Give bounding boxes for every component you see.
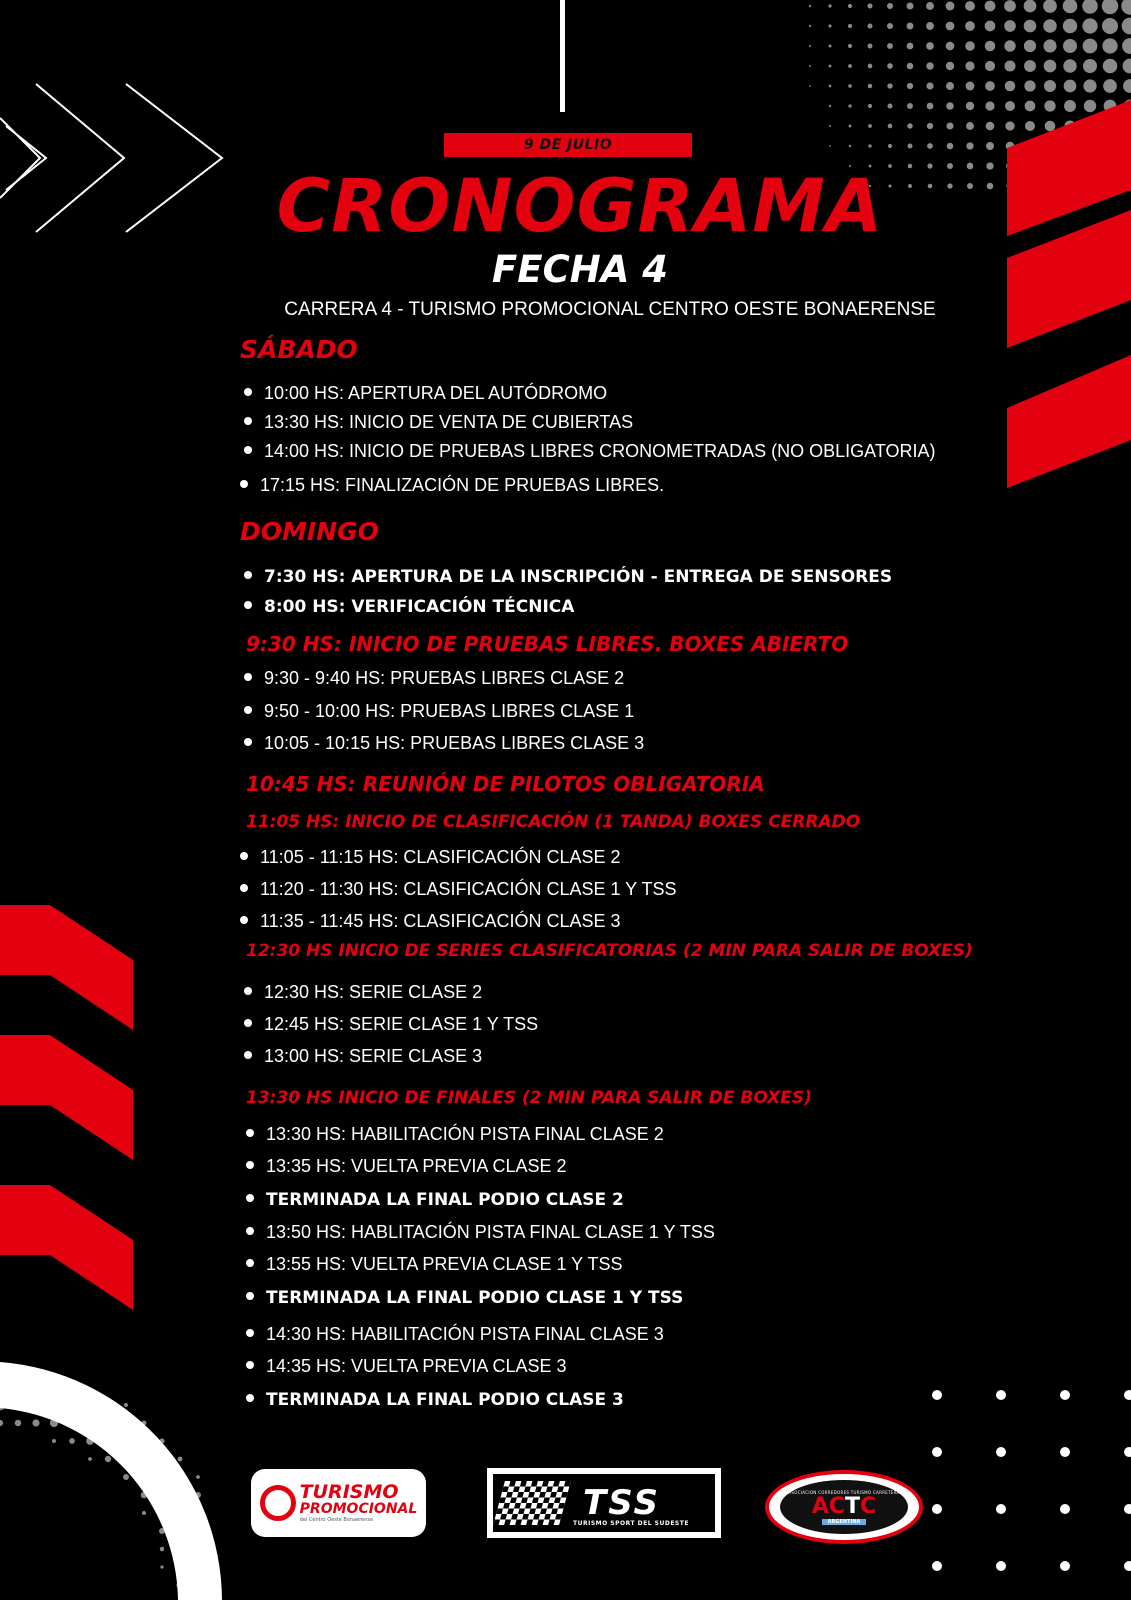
- halftone-dot: [987, 183, 994, 190]
- list-item: TERMINADA LA FINAL PODIO CLASE 1 Y TSS: [246, 1286, 683, 1310]
- halftone-dot: [907, 63, 914, 70]
- halftone-dot: [926, 82, 933, 89]
- halftone-dot: [867, 3, 872, 8]
- red-chevrons-right-icon: [1007, 100, 1131, 488]
- halftone-dot: [1043, 19, 1056, 32]
- halftone-dot: [1024, 60, 1036, 72]
- halftone-dot: [1121, 0, 1131, 15]
- halftone-dot: [966, 82, 975, 91]
- logo-text: PROMOCIONAL: [299, 1501, 418, 1517]
- halftone-dot: [985, 1, 996, 12]
- halftone-dot: [887, 63, 893, 69]
- grid-dot: [1124, 1561, 1131, 1571]
- halftone-dot: [946, 62, 954, 70]
- halftone-dot: [887, 83, 892, 88]
- halftone-dot: [1103, 79, 1117, 93]
- halftone-dot: [926, 22, 934, 30]
- halftone-dot: [809, 45, 811, 47]
- halftone-dot: [196, 1475, 200, 1479]
- halftone-dot: [1103, 59, 1118, 74]
- halftone-dot: [1004, 0, 1016, 12]
- logo-text: del Centro Oeste Bonaerense: [299, 1517, 374, 1523]
- grid-dot: [1124, 1390, 1131, 1400]
- halftone-dot: [966, 142, 973, 149]
- halftone-dot: [1082, 0, 1098, 14]
- race-description: CARRERA 4 - TURISMO PROMOCIONAL CENTRO OESTE BONAERENSE: [284, 299, 936, 320]
- halftone-dot: [848, 64, 852, 68]
- halftone-dot: [829, 105, 831, 107]
- halftone-dot: [828, 4, 831, 7]
- white-dot-grid: [932, 1390, 1131, 1600]
- halftone-dot: [1044, 80, 1056, 92]
- halftone-dot: [985, 41, 995, 51]
- section-heading-meeting: 10:45 HS: REUNIÓN DE PILOTOS OBLIGATORIA: [246, 772, 765, 796]
- halftone-dot: [1102, 0, 1118, 14]
- halftone-dot: [907, 83, 913, 89]
- halftone-dot: [965, 41, 975, 51]
- halftone-dot: [868, 144, 871, 147]
- halftone-dot: [946, 82, 954, 90]
- list-item: 13:30 HS: HABILITACIÓN PISTA FINAL CLASE 2: [246, 1122, 664, 1146]
- halftone-dot: [848, 104, 851, 107]
- halftone-dot: [985, 101, 994, 110]
- halftone-dot: [1043, 0, 1057, 13]
- halftone-dot: [1083, 39, 1098, 54]
- list-item: 9:50 - 10:00 HS: PRUEBAS LIBRES CLASE 1: [244, 699, 634, 723]
- halftone-dot: [1083, 59, 1097, 73]
- grid-dot: [1124, 1447, 1131, 1457]
- grid-dot: [932, 1390, 942, 1400]
- section-heading-practice: 9:30 HS: INICIO DE PRUEBAS LIBRES. BOXES ABIERTO: [246, 632, 849, 656]
- halftone-dot: [123, 1474, 129, 1480]
- halftone-dot: [907, 123, 912, 128]
- halftone-dot: [868, 64, 873, 69]
- halftone-dot: [985, 61, 995, 71]
- halftone-dot: [926, 42, 934, 50]
- halftone-dot: [1024, 40, 1036, 52]
- grid-dot: [1060, 1504, 1070, 1514]
- logo-text: ACTC: [811, 1493, 877, 1519]
- halftone-dot: [1024, 0, 1037, 12]
- halftone-dot: [946, 2, 955, 11]
- grid-dot: [996, 1390, 1006, 1400]
- logo-text: ARGENTINA: [822, 1519, 867, 1525]
- halftone-dot: [1005, 121, 1014, 130]
- halftone-dot: [907, 103, 913, 109]
- halftone-dot: [927, 103, 934, 110]
- outline-chevrons-icon: [0, 84, 222, 232]
- halftone-dot: [1064, 100, 1076, 112]
- halftone-dot: [867, 23, 872, 28]
- halftone-dot: [1004, 40, 1015, 51]
- grid-dot: [996, 1504, 1006, 1514]
- halftone-dot: [1083, 79, 1096, 92]
- halftone-dot: [926, 62, 933, 69]
- list-item: 13:50 HS: HABLITACIÓN PISTA FINAL CLASE 1 Y TSS: [246, 1220, 715, 1244]
- list-item: 14:35 HS: VUELTA PREVIA CLASE 3: [246, 1354, 566, 1378]
- halftone-dot: [868, 124, 872, 128]
- halftone-dot: [1102, 18, 1118, 34]
- logo-text: ASOCIACION CORREDORES TURISMO CARRETERA: [788, 1489, 900, 1495]
- saturday-heading: SÁBADO: [240, 335, 358, 364]
- halftone-dot: [907, 23, 914, 30]
- halftone-dot: [829, 145, 831, 147]
- halftone-dot: [888, 124, 893, 129]
- halftone-dot: [985, 81, 995, 91]
- halftone-dot: [966, 102, 974, 110]
- halftone-dot: [887, 103, 892, 108]
- halftone-dot: [1004, 20, 1016, 32]
- halftone-dot: [1024, 20, 1037, 33]
- halftone-dot: [178, 1457, 183, 1462]
- section-heading-series: 12:30 HS INICIO DE SERIES CLASIFICATORIAS (2 MIN PARA SALIR DE BOXES): [246, 941, 973, 961]
- grid-dot: [932, 1561, 942, 1571]
- halftone-dot: [124, 1403, 128, 1407]
- halftone-dot: [1043, 39, 1056, 52]
- halftone-dot: [69, 1438, 75, 1444]
- list-item: 11:20 - 11:30 HS: CLASIFICACIÓN CLASE 1 Y TSS: [240, 877, 677, 901]
- top-vertical-line: [560, 0, 565, 112]
- page-subtitle: FECHA 4: [492, 248, 668, 291]
- halftone-dot: [142, 1511, 146, 1515]
- halftone-dot: [32, 1419, 39, 1426]
- halftone-dot: [1045, 121, 1056, 132]
- halftone-dot: [926, 2, 934, 10]
- white-arc: [0, 1362, 222, 1600]
- section-heading-finals: 13:30 HS INICIO DE FINALES (2 MIN PARA SALIR DE BOXES): [246, 1088, 812, 1108]
- halftone-dot: [160, 1547, 164, 1551]
- halftone-dot: [1024, 80, 1035, 91]
- halftone-dot: [848, 84, 852, 88]
- halftone-dot: [829, 125, 831, 127]
- list-item: 8:00 HS: VERIFICACIÓN TÉCNICA: [244, 595, 574, 619]
- halftone-dot: [1064, 80, 1077, 93]
- halftone-dot: [1005, 81, 1016, 92]
- halftone-dot: [1025, 101, 1036, 112]
- halftone-dot: [849, 145, 851, 147]
- logo-text: TURISMO SPORT DEL SUDESTE: [573, 1520, 689, 1527]
- halftone-dot: [828, 24, 831, 27]
- list-item: 10:00 HS: APERTURA DEL AUTÓDROMO: [244, 381, 607, 405]
- halftone-dot: [1044, 100, 1055, 111]
- red-chevrons-left-icon: [0, 905, 133, 1310]
- halftone-dot: [1082, 18, 1097, 33]
- halftone-dot: [1063, 0, 1078, 13]
- list-item: 9:30 - 9:40 HS: PRUEBAS LIBRES CLASE 2: [244, 666, 624, 690]
- halftone-dot: [0, 1420, 3, 1426]
- tss-logo: [487, 1468, 721, 1538]
- halftone-dot: [868, 44, 873, 49]
- halftone-dot: [1044, 60, 1057, 73]
- sunday-heading: DOMINGO: [240, 517, 379, 546]
- halftone-dot: [946, 22, 955, 31]
- list-item: 11:35 - 11:45 HS: CLASIFICACIÓN CLASE 3: [240, 909, 620, 933]
- list-item: 7:30 HS: APERTURA DE LA INSCRIPCIÓN - ENTREGA DE SENSORES: [244, 565, 892, 589]
- halftone-dot: [965, 61, 974, 70]
- halftone-dot: [1122, 18, 1131, 35]
- checkered-flag-icon: [493, 1481, 571, 1525]
- halftone-dot: [1025, 121, 1035, 131]
- halftone-dot: [965, 1, 975, 11]
- turismo-promocional-logo: [251, 1469, 426, 1537]
- halftone-dot: [927, 143, 933, 149]
- halftone-dot: [986, 142, 994, 150]
- halftone-dot: [809, 25, 811, 27]
- halftone-dot: [88, 1457, 92, 1461]
- list-item: 13:55 HS: VUELTA PREVIA CLASE 1 Y TSS: [246, 1252, 623, 1276]
- steering-wheel-icon: [260, 1485, 296, 1521]
- grid-dot: [932, 1447, 942, 1457]
- halftone-dot: [965, 21, 975, 31]
- halftone-dot: [1063, 59, 1076, 72]
- halftone-dot: [887, 23, 893, 29]
- halftone-dot: [986, 122, 995, 131]
- halftone-dot: [1122, 38, 1131, 54]
- halftone-dot: [848, 24, 852, 28]
- list-item: 13:30 HS: INICIO DE VENTA DE CUBIERTAS: [244, 410, 633, 434]
- halftone-dot: [986, 162, 993, 169]
- list-item: 14:00 HS: INICIO DE PRUEBAS LIBRES CRONOMETRADAS (NO OBLIGATORIA): [244, 439, 935, 463]
- grid-dot: [996, 1561, 1006, 1571]
- halftone-dot: [829, 85, 832, 88]
- halftone-dot: [829, 65, 832, 68]
- halftone-dot: [809, 5, 811, 7]
- halftone-dot: [868, 104, 872, 108]
- halftone-dot: [908, 144, 913, 149]
- halftone-dot: [946, 102, 954, 110]
- halftone-dot: [1102, 38, 1117, 53]
- halftone-dot: [828, 44, 831, 47]
- grid-dot: [932, 1504, 942, 1514]
- list-item: TERMINADA LA FINAL PODIO CLASE 3: [246, 1388, 624, 1412]
- list-item: 17:15 HS: FINALIZACIÓN DE PRUEBAS LIBRES.: [240, 473, 664, 497]
- grid-dot: [1060, 1561, 1070, 1571]
- grid-dot: [1060, 1447, 1070, 1457]
- halftone-dot: [105, 1456, 111, 1462]
- halftone-dot: [967, 163, 974, 170]
- halftone-dot: [848, 44, 852, 48]
- halftone-dot: [887, 3, 893, 9]
- list-item: TERMINADA LA FINAL PODIO CLASE 2: [246, 1188, 624, 1212]
- halftone-dot: [52, 1439, 56, 1443]
- logo-text: TSS: [583, 1483, 660, 1523]
- section-heading-qualifying: 11:05 HS: INICIO DE CLASIFICACIÓN (1 TANDA) BOXES CERRADO: [246, 812, 861, 832]
- halftone-dot: [1084, 100, 1096, 112]
- halftone-dot: [15, 1420, 21, 1426]
- halftone-dot: [927, 123, 933, 129]
- halftone-dot: [848, 4, 852, 8]
- halftone-dot: [1123, 59, 1131, 74]
- halftone-dot: [868, 84, 872, 88]
- halftone-dot: [1004, 60, 1015, 71]
- list-item: 12:45 HS: SERIE CLASE 1 Y TSS: [244, 1012, 538, 1036]
- list-item: 13:00 HS: SERIE CLASE 3: [244, 1044, 482, 1068]
- halftone-dot: [849, 125, 852, 128]
- list-item: 12:30 HS: SERIE CLASE 2: [244, 980, 482, 1004]
- grid-dot: [996, 1447, 1006, 1457]
- list-item: 13:35 HS: VUELTA PREVIA CLASE 2: [246, 1154, 566, 1178]
- halftone-dot: [1063, 39, 1077, 53]
- halftone-dot: [946, 42, 955, 51]
- halftone-dot: [946, 122, 953, 129]
- page-title: CRONOGRAMA: [276, 164, 884, 249]
- halftone-dot: [947, 163, 953, 169]
- grid-dot: [1060, 1390, 1070, 1400]
- halftone-dot: [1063, 19, 1077, 33]
- logo-text: TURISMO: [299, 1481, 399, 1503]
- halftone-dot: [160, 1565, 163, 1568]
- list-item: 10:05 - 10:15 HS: PRUEBAS LIBRES CLASE 3: [244, 731, 644, 755]
- halftone-dot: [966, 122, 974, 130]
- list-item: 14:30 HS: HABILITACIÓN PISTA FINAL CLASE 3: [246, 1322, 664, 1346]
- halftone-dot: [947, 143, 954, 150]
- halftone-dot: [967, 183, 973, 189]
- halftone-dot: [1123, 79, 1131, 93]
- halftone-dot: [887, 43, 893, 49]
- date-banner: 9 DE JULIO: [444, 133, 692, 157]
- halftone-dot: [888, 144, 892, 148]
- halftone-dot: [1005, 101, 1015, 111]
- list-item: 11:05 - 11:15 HS: CLASIFICACIÓN CLASE 2: [240, 845, 620, 869]
- actc-logo: [765, 1470, 923, 1544]
- halftone-dot: [947, 183, 952, 188]
- grid-dot: [1124, 1504, 1131, 1514]
- halftone-dot: [809, 65, 811, 67]
- halftone-dot: [907, 3, 914, 10]
- halftone-dot: [809, 85, 811, 87]
- halftone-dot: [907, 43, 914, 50]
- halftone-dot: [985, 21, 996, 32]
